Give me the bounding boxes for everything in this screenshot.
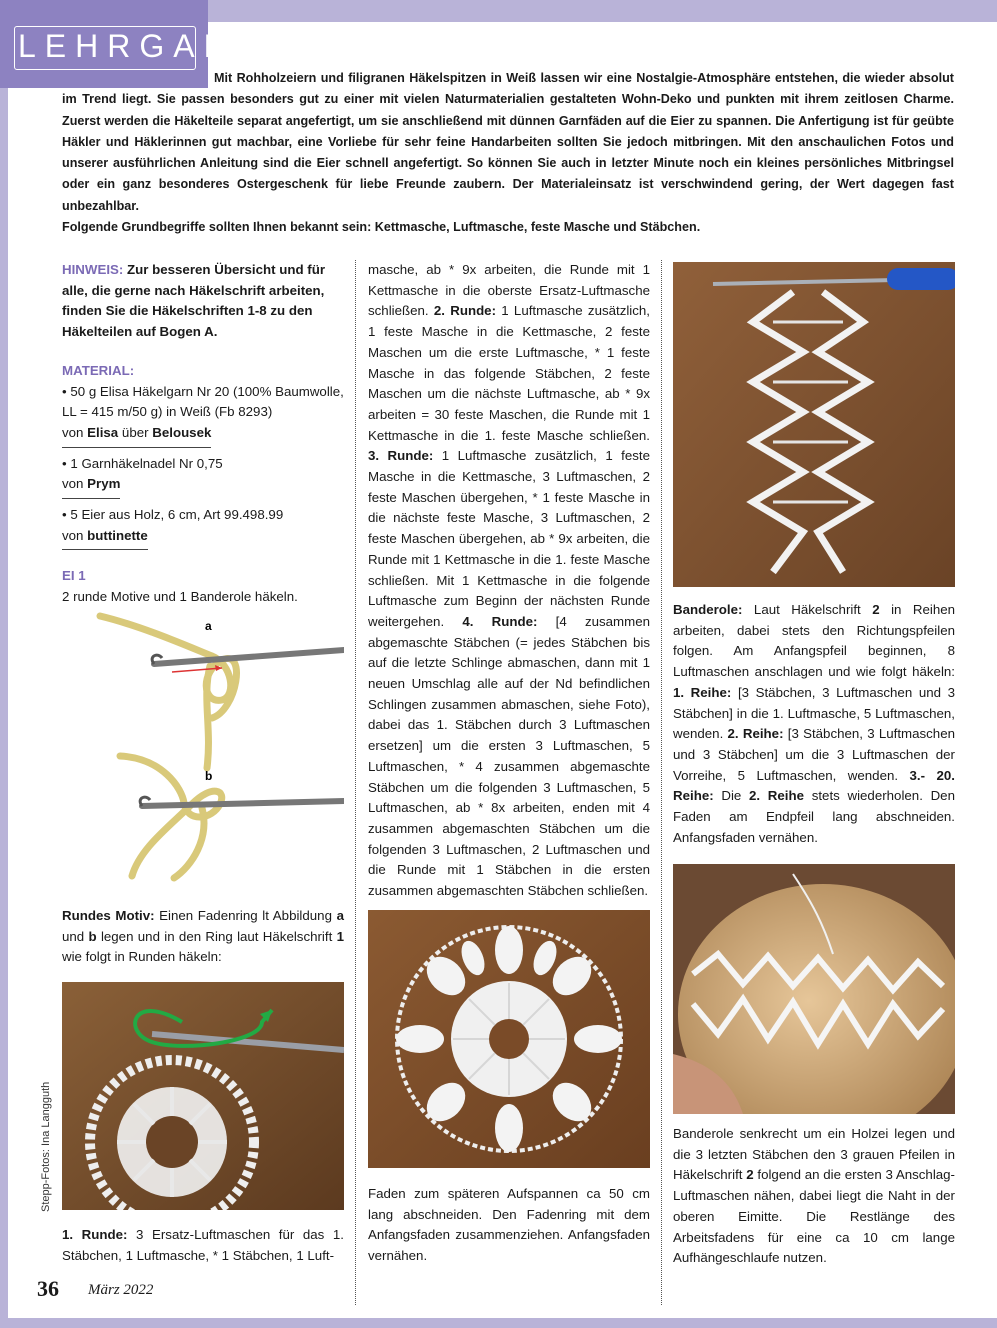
photo-fadenring — [62, 982, 344, 1210]
diagram-label-b: b — [205, 769, 213, 783]
runde1-text: 1. Runde: 3 Ersatz-Luftmaschen für das 1. Stäbchen, 1 Luftmasche, * 1 Stäbchen, 1 Luft- — [62, 1227, 344, 1263]
bottom-color-band — [0, 1318, 997, 1328]
photo-credit: Stepp-Fotos: Ina Langguth — [40, 1081, 52, 1212]
intro-paragraph: Mit Rohholzeiern und filigranen Häkelspitzen in Weiß lassen wir eine Nostalgie-Atmosphäre entstehen, die wieder absolut im Trend liegt. Sie passen besonders gut zu einer mit vielen Naturmaterialien gestalteten Wohn-Deko und punkten mit ihrem zeitlosen Charme. Zuerst werden die Häkelteile separat angefertigt, um sie anschließend mit dünnen Garnfäden auf die Eier zu spannen. Die Anfertigung ist für geübte Häkler und Häklerinnen gut machbar, eine Vorliebe für sehr feine Handarbeiten sollten Sie jedoch mitbringen. Mit den anschaulichen Fotos und unserer ausführlichen Anleitung sind die Eier schnell angefertigt. So können Sie auch in letzter Minute noch ein kleines persönliches Mitbringsel oder ein ganz besonderes Ostergeschenk für liebe Freunde zaubern. Der Materialeinsatz ist verschwindend gering, der Wert dagegen fast unbezahlbar. — [62, 71, 954, 213]
photo-banderole-egg — [673, 864, 955, 1114]
hint-label: HINWEIS: — [62, 262, 124, 277]
ei1-text: 2 runde Motive und 1 Banderole häkeln. — [62, 589, 298, 605]
fadenring-diagram — [62, 608, 344, 894]
photo-banderole-strip — [673, 262, 955, 587]
material-source: von buttinette — [62, 526, 148, 551]
photo-round-motif — [368, 910, 650, 1168]
intro-basics: Folgende Grundbegriffe sollten Ihnen bekannt sein: Kettmasche, Luftmasche, feste Masche und Stäbchen. — [62, 220, 701, 235]
material-item: • 1 Garnhäkelnadel Nr 0,75 von Prym — [62, 454, 344, 505]
page-number: 36 — [37, 1276, 59, 1301]
column-divider — [661, 260, 662, 1305]
material-block — [62, 361, 344, 557]
banderole-caption: Banderole senkrecht um ein Holzei legen und die 3 letzten Stäbchen den 3 grauen Pfeilen in Häkelschrift 2 folgend an die ersten 3 Anschlag-Luftmaschen nähen, dabei liegt die Naht in der oberen Eimitte. Die Restlänge des Arbeitsfadens für eine ca 10 cm lange Aufhängeschlaufe nutzen. — [673, 1126, 955, 1266]
column-3: Banderole: Laut Häkelschrift 2 in Reihen arbeiten, dabei stets den Richtungspfeilen folgen. Am Anfangspfeil beginnen, 8 Luftmaschen anschlagen und wie folgt häkeln: 1. Reihe: [3 Stäbchen, 3 Luftmaschen und 3 Stäbchen] in die 1. Luftmasche, 5 Luftmaschen, wenden. 2. Reihe: [3 Stäbchen, 3 Luftmaschen und 3 Stäbchen] um die 3 Luftmaschen der Vorreihe, 5 Luftmaschen, wenden. 3.- 20. Reihe: Die 2. Reihe stets wiederholen. Den Faden am Endpfeil lang abschneiden. Anfangsfaden vernähen. — [673, 602, 956, 845]
round-motif-caption: Faden zum späteren Aufspannen ca 50 cm lang abschneiden. Den Fadenring mit dem Anfangsfaden zusammenziehen. Anfangsfaden vernähen. — [368, 1186, 650, 1264]
intro-text — [62, 68, 954, 238]
material-item: • 50 g Elisa Häkelgarn Nr 20 (100% Baumwolle, LL = 415 m/50 g) in Weiß (Fb 8293) von Elisa über Belousek — [62, 382, 344, 454]
column-2: masche, ab * 9x arbeiten, die Runde mit 1 Kettmasche in die oberste Ersatz-Luftmasche schließen. 2. Runde: 1 Luftmasche zusätzlich, 1 feste Masche in die Kettmasche, 2 feste Maschen um die erste Luftmasche, * 1 feste Masche in das folgende Stäbchen, 2 feste Maschen um die nächste Luftmasche, ab * 9x arbeiten = 30 feste Maschen, die Runde mit 1 Kettmasche in die 1. feste Masche schließen. 3. Runde: 1 Luftmasche zusätzlich, 1 feste Masche in die Kettmasche, 3 Luftmaschen, 2 feste Maschen übergehen, * 1 feste Masche in die nächste feste Masche, 3 Luftmaschen, 2 feste Maschen übergehen, ab * 9x arbeiten, die Runde mit 1 Kettmasche in die 1. feste Masche schließen. Mit 1 Kettmasche in die folgende Luftmasche zum Beginn der nächsten Runde weitergehen. 4. Runde: [4 zusammen abgemaschte Stäbchen (= jedes Stäbchen bis auf die letzte Schlinge abmaschen, dann mit 1 neuen Umschlag alle auf der Nd befindlichen Schlingen zusammen abmaschen, siehe Foto), dabei das 1. Stäbchen durch 3 Luftmaschen ersetzen] um die ersten 3 Luftmaschen, 5 Luftmaschen, * 4 zusammen abgemaschte Stäbchen um die folgenden 3 Luftmaschen, 5 Luftmaschen, ab * 8x arbeiten, enden mit 4 zusammen abgemaschten Stäbchen um die folgenden 3 Luftmaschen, 2 Luftmaschen und die Runde mit 1 Stäbchen in die ersten zusammen abgemaschten Stäbchen schließen. — [368, 262, 650, 899]
left-color-band — [0, 0, 8, 1328]
ei1-block — [62, 566, 344, 607]
ei1-heading: EI 1 — [62, 568, 86, 584]
rundes-motiv-text: Rundes Motiv: Einen Fadenring lt Abbildung a und b legen und in den Ring laut Häkelschrift 1 wie folgt in Runden häkeln: — [62, 908, 344, 965]
hint-block — [62, 260, 344, 343]
material-source: von Prym — [62, 474, 120, 499]
issue-date: März 2022 — [88, 1282, 154, 1298]
column-1 — [62, 260, 344, 608]
diagram-label-a: a — [205, 619, 212, 633]
material-item: • 5 Eier aus Holz, 6 cm, Art 99.498.99 von buttinette — [62, 505, 344, 556]
material-heading: MATERIAL: — [62, 362, 135, 378]
material-source: von Elisa über Belousek — [62, 423, 211, 448]
column-divider — [355, 260, 356, 1305]
section-label: LEHRGANG — [18, 28, 270, 64]
hint-text: Zur besseren Übersicht und für alle, die gerne nach Häkelschrift arbeiten, finden Sie die Häkelschriften 1-8 zu den Häkelteilen auf Bogen A. — [62, 262, 326, 340]
